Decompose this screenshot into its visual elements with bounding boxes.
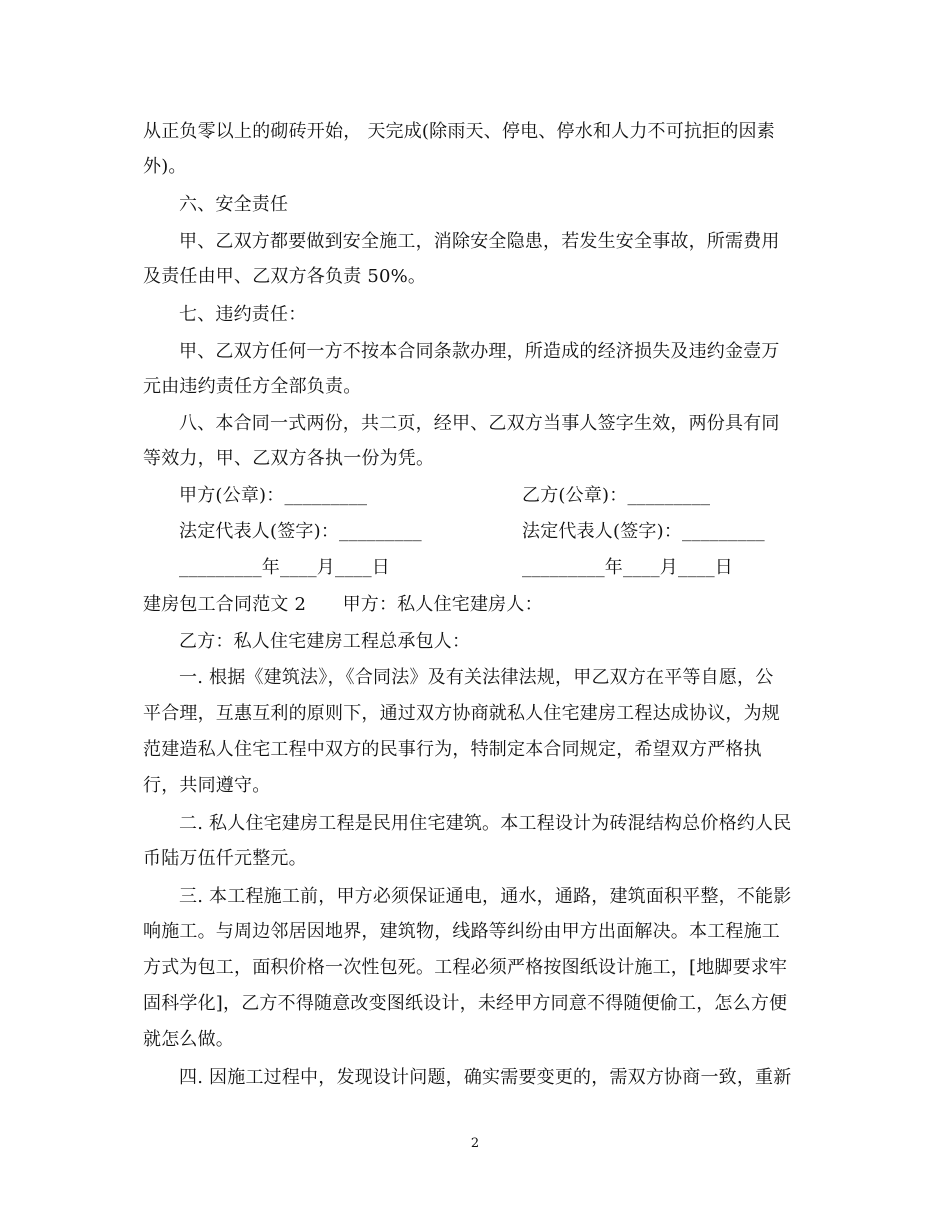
section-heading: 六、安全责任 [179, 194, 289, 215]
party-a-seal-field: 甲方(公章)：_________ [179, 485, 368, 506]
party-b-date-field: _________年____月____日 [522, 557, 733, 578]
paragraph-line: 二. 私人住宅建房工程是民用住宅建筑。本工程设计为砖混结构总价格约人民 [179, 813, 792, 834]
paragraph-line: 行，共同遵守。 [143, 775, 271, 796]
section-heading: 七、违约责任： [179, 304, 307, 325]
paragraph-line: 外)。 [143, 156, 187, 177]
paragraph-line: 甲、乙双方都要做到安全施工，消除安全隐患，若发生安全事故，所需费用 [179, 231, 780, 252]
page-number: 2 [470, 1136, 480, 1151]
party-a-representative-field: 法定代表人(签字)：_________ [179, 521, 422, 542]
paragraph-line: 八、本合同一式两份，共二页，经甲、乙双方当事人签字生效，两份具有同 [179, 413, 780, 434]
paragraph-line: 币陆万伍仟元整元。 [143, 848, 307, 869]
party-a-date-field: _________年____月____日 [179, 557, 390, 578]
paragraph-line: 乙方：私人住宅建房工程总承包人： [179, 631, 471, 652]
paragraph-line: 方式为包工，面积价格一次性包死。工程必须严格按图纸设计施工，[地脚要求牢 [143, 957, 788, 978]
paragraph-line: 就怎么做。 [143, 1029, 234, 1050]
paragraph-line: 等效力，甲、乙双方各执一份为凭。 [143, 448, 435, 469]
paragraph-line: 平合理，互惠互利的原则下，通过双方协商就私人住宅建房工程达成协议，为规 [143, 703, 780, 724]
paragraph-line: 四. 因施工过程中，发现设计问题，确实需要变更的，需双方协商一致，重新 [179, 1067, 792, 1088]
paragraph-line: 响施工。与周边邻居因地界，建筑物，线路等纠纷由甲方出面解决。本工程施工 [143, 921, 780, 942]
paragraph-line: 一. 根据《建筑法》，《合同法》及有关法律法规，甲乙双方在平等自愿，公 [179, 667, 774, 688]
paragraph-line: 范建造私人住宅工程中双方的民事行为，特制定本合同规定，希望双方严格执 [143, 739, 762, 760]
party-b-representative-field: 法定代表人(签字)：_________ [522, 521, 765, 542]
paragraph-line: 甲、乙双方任何一方不按本合同条款办理，所造成的经济损失及违约金壹万 [179, 341, 780, 362]
section-heading: 建房包工合同范文 2 甲方：私人住宅建房人： [143, 594, 543, 615]
paragraph-line: 固科学化]，乙方不得随意改变图纸设计，未经甲方同意不得随便偷工，怎么方便 [143, 993, 788, 1014]
party-b-seal-field: 乙方(公章)：_________ [522, 485, 711, 506]
paragraph-line: 从正负零以上的砌砖开始， 天完成(除雨天、停电、停水和人力不可抗拒的因素 [143, 121, 775, 142]
paragraph-line: 元由违约责任方全部负责。 [143, 376, 362, 397]
paragraph-line: 三. 本工程施工前，甲方必须保证通电，通水，通路，建筑面积平整，不能影 [179, 886, 792, 907]
paragraph-line: 及责任由甲、乙双方各负责 50%。 [143, 266, 427, 287]
